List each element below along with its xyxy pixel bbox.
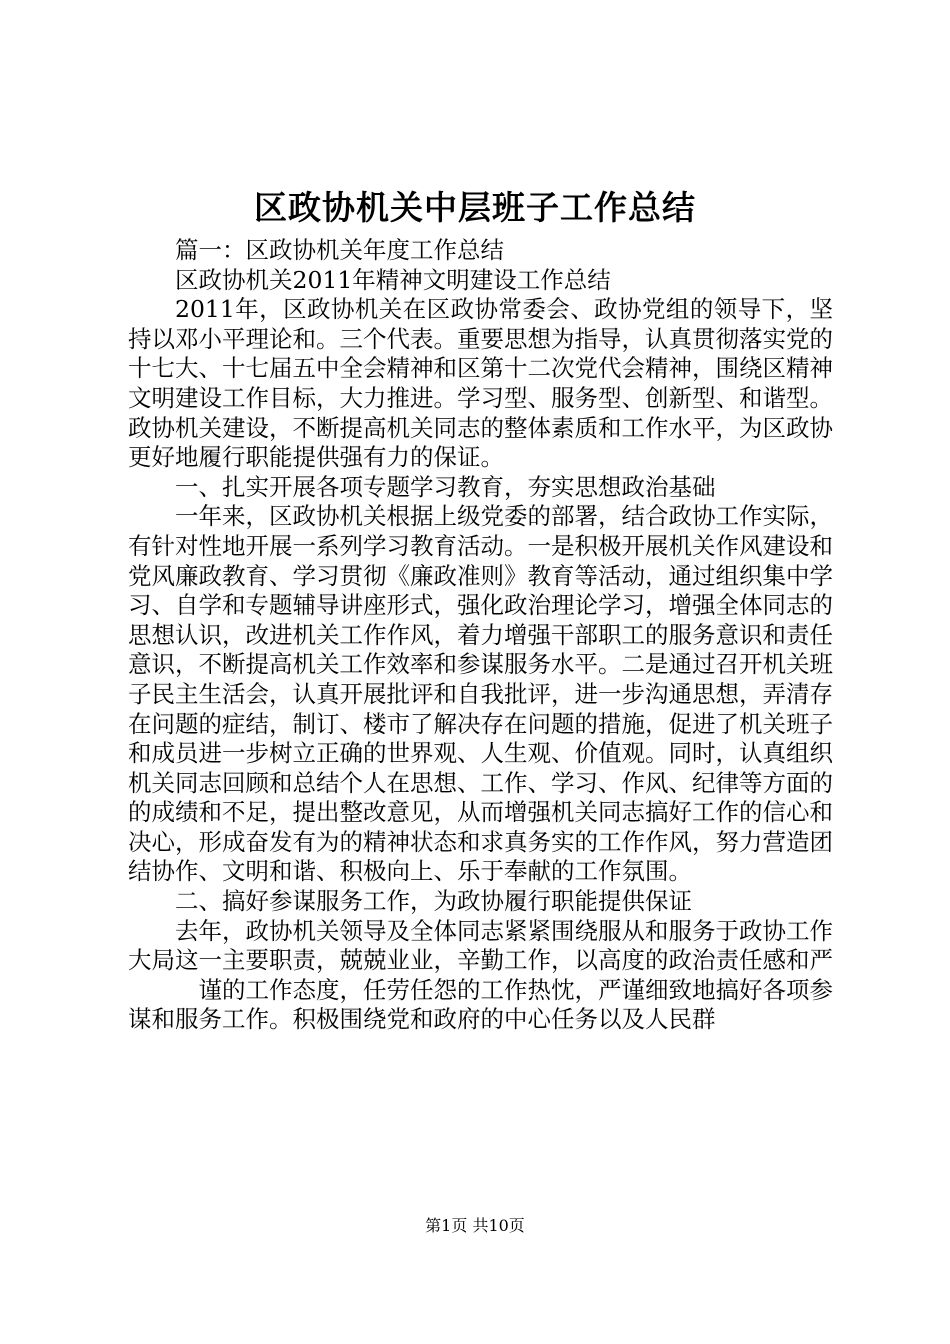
document-title: 区政协机关中层班子工作总结	[254, 188, 696, 227]
page-number: 第1页 共10页	[425, 1216, 525, 1235]
subtitle: 区政协机关2011年精神文明建设工作总结	[175, 265, 611, 294]
document-body	[128, 236, 833, 1035]
section-heading: 二、搞好参谋服务工作，为政协履行职能提供保证	[175, 887, 692, 916]
paragraph: 去年，政协机关领导及全体同志紧紧围绕服从和服务于政协工作大局这一主要职责，兢兢业业，辛勤工作，以高度的政治责任感和严	[128, 916, 833, 975]
paragraph: 2011年，区政协机关在区政协常委会、政协党组的领导下，坚持以邓小平理论和。三个代表。重要思想为指导，认真贯彻落实党的十七大、十七届五中全会精神和区第十二次党代会精神，围绕区精神文明建设工作目标，大力推进。学习型、服务型、创新型、和谐型。政协机关建设，不断提高机关同志的整体素质和工作水平，为区政协更好地履行职能提供强有力的保证。	[128, 295, 833, 472]
paragraph: 谨的工作态度，任劳任怨的工作热忱，严谨细致地搞好各项参谋和服务工作。积极围绕党和政府的中心任务以及人民群	[128, 975, 833, 1034]
section-heading: 一、扎实开展各项专题学习教育，夯实思想政治基础	[175, 472, 716, 501]
paragraph: 一年来，区政协机关根据上级党委的部署，结合政协工作实际，有针对性地开展一系列学习教育活动。一是积极开展机关作风建设和党风廉政教育、学习贯彻《廉政准则》教育等活动，通过组织集中学习、自学和专题辅导讲座形式，强化政治理论学习，增强全体同志的思想认识，改进机关工作作风，着力增强干部职工的服务意识和责任意识，不断提高机关工作效率和参谋服务水平。二是通过召开机关班子民主生活会，认真开展批评和自我批评，进一步沟通思想，弄清存在问题的症结，制订、楼市了解决存在问题的措施，促进了机关班子和成员进一步树立正确的世界观、人生观、价值观。同时，认真组织机关同志回顾和总结个人在思想、工作、学习、作风、纪律等方面的的成绩和不足，提出整改意见，从而增强机关同志搞好工作的信心和决心，形成奋发有为的精神状态和求真务实的工作作风，努力营造团结协作、文明和谐、积极向上、乐于奉献的工作氛围。	[128, 502, 833, 886]
section-heading: 篇一：区政协机关年度工作总结	[175, 236, 504, 264]
